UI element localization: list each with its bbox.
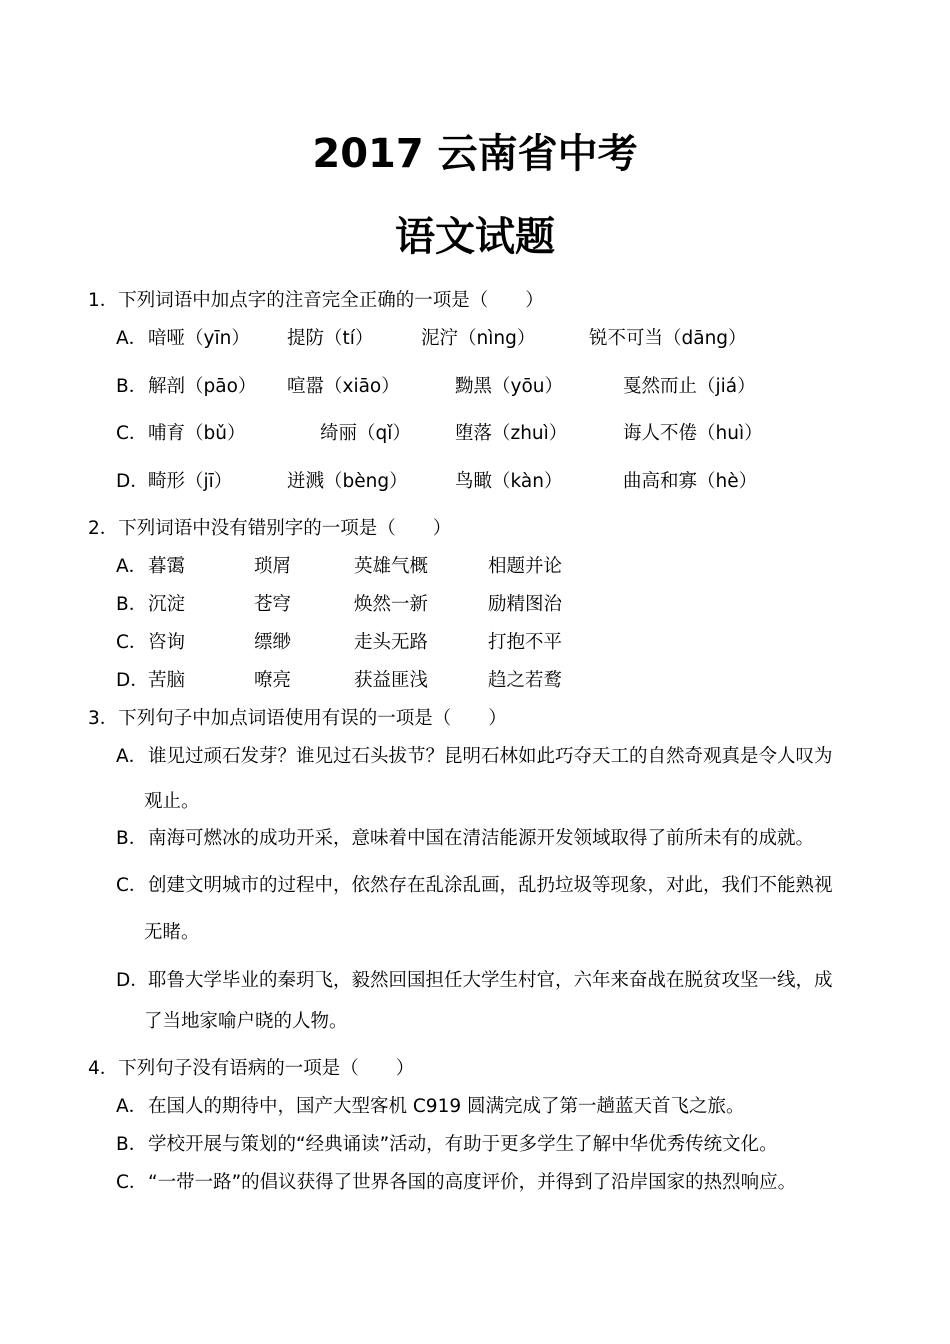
option-word: 打抱不平 (488, 632, 563, 653)
option-label: D． (116, 970, 149, 991)
option-word: 喑哑（yīn） (148, 328, 250, 349)
option-word: 英雄气概 (354, 556, 429, 577)
option-word: 堕落（zhuì） (455, 423, 568, 444)
option-text: 学校开展与策划的“经典诵读”活动，有助于更多学生了解中华优秀传统文化。 (148, 1134, 778, 1155)
option-text: 南海可燃冰的成功开采，意味着中国在清洁能源开发领域取得了前所未有的成就。 (148, 828, 815, 849)
question-4-stem: 4．下列句子没有语病的一项是（ ） (88, 1058, 415, 1079)
question-1-stem: 1．下列词语中加点字的注音完全正确的一项是（ ） (88, 290, 544, 311)
option-word: 苦脑 (148, 670, 186, 691)
option-word: 暮霭 (148, 556, 186, 577)
option-word: 提防（tí） (287, 328, 374, 349)
option-label: A． (116, 1096, 148, 1117)
option-word: 解剖（pāo） (148, 376, 257, 397)
option-word: 琐屑 (254, 556, 292, 577)
option-word: 畸形（jī） (148, 471, 233, 492)
option-word: 迸溅（bèng） (287, 471, 408, 492)
option-word: 趋之若鹜 (488, 670, 563, 691)
option-label: A． (116, 556, 148, 577)
option-word: 嘹亮 (254, 670, 292, 691)
option-word: 咨询 (148, 632, 186, 653)
option-word: 绮丽（qǐ） (320, 423, 411, 444)
option-label: C． (116, 632, 148, 653)
exam-title: 2017 云南省中考 (312, 131, 638, 177)
option-word: 诲人不倦（huì） (623, 423, 763, 444)
option-label: B． (116, 594, 148, 615)
option-label: A． (116, 328, 148, 349)
option-word: 泥泞（nìng） (421, 328, 536, 349)
option-label: C． (116, 423, 148, 444)
option-word: 黝黑（yōu） (455, 376, 563, 397)
question-3-option-a-continued: 观止。 (144, 791, 200, 812)
option-label: A． (116, 746, 148, 767)
option-word: 相题并论 (488, 556, 563, 577)
option-label: D． (116, 471, 149, 492)
option-text: 谁见过顽石发芽？谁见过石头拔节？昆明石林如此巧夺天工的自然奇观真是令人叹为 (148, 746, 833, 767)
option-label: B． (116, 1134, 148, 1155)
option-word: 曲高和寡（hè） (623, 471, 758, 492)
option-word: 喧嚣（xiāo） (287, 376, 400, 397)
option-word: 戛然而止（jiá） (623, 376, 756, 397)
question-3-stem: 3．下列句子中加点词语使用有误的一项是（ ） (88, 708, 507, 729)
question-2-stem: 2．下列词语中没有错别字的一项是（ ） (88, 518, 452, 539)
question-3-option-c-continued: 无睹。 (144, 922, 200, 943)
option-word: 励精图治 (488, 594, 563, 615)
option-word: 获益匪浅 (354, 670, 429, 691)
option-label: B． (116, 376, 148, 397)
option-label: D． (116, 670, 149, 691)
exam-subtitle: 语文试题 (395, 214, 555, 260)
option-word: 苍穹 (254, 594, 292, 615)
option-label: C． (116, 875, 148, 896)
option-word: 锐不可当（dāng） (589, 328, 747, 349)
option-text: 创建文明城市的过程中，依然存在乱涂乱画，乱扔垃圾等现象，对此，我们不能熟视 (148, 875, 833, 896)
option-word: 鸟瞰（kàn） (455, 471, 563, 492)
question-3-option-d-continued: 了当地家喻户晓的人物。 (144, 1011, 348, 1032)
option-label: B． (116, 828, 148, 849)
option-word: 走头无路 (354, 632, 429, 653)
option-text: “一带一路”的倡议获得了世界各国的高度评价，并得到了沿岸国家的热烈响应。 (148, 1172, 797, 1193)
option-word: 沉淀 (148, 594, 186, 615)
option-text: 在国人的期待中，国产大型客机 C919 圆满完成了第一趟蓝天首飞之旅。 (148, 1096, 745, 1117)
option-word: 缥缈 (254, 632, 292, 653)
option-word: 焕然一新 (354, 594, 429, 615)
option-word: 哺育（bǔ） (148, 423, 246, 444)
option-label: C． (116, 1172, 148, 1193)
option-text: 耶鲁大学毕业的秦玥飞，毅然回国担任大学生村官，六年来奋战在脱贫攻坚一线，成 (148, 970, 833, 991)
